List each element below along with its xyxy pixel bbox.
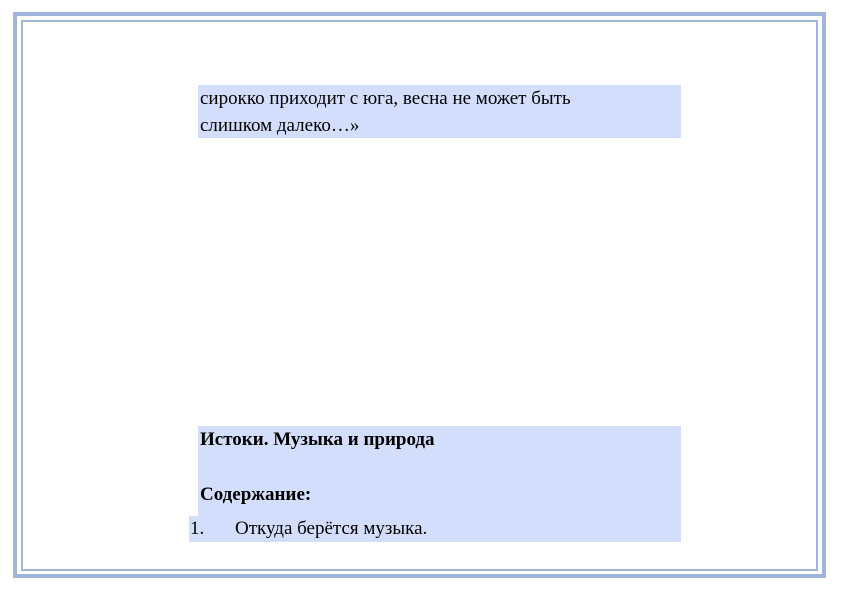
quote-paragraph	[198, 85, 681, 138]
contents-label: Содержание:	[200, 484, 312, 505]
section-title: Истоки. Музыка и природа	[200, 429, 435, 450]
quote-line: слишком далеко…»	[200, 115, 360, 136]
list-item	[189, 516, 681, 542]
list-item-text: Откуда берётся музыка.	[235, 518, 428, 539]
quote-line: сирокко приходит с юга, весна не может быть	[200, 88, 571, 109]
list-item-number: 1.	[190, 518, 205, 539]
section-heading-block	[198, 426, 681, 516]
